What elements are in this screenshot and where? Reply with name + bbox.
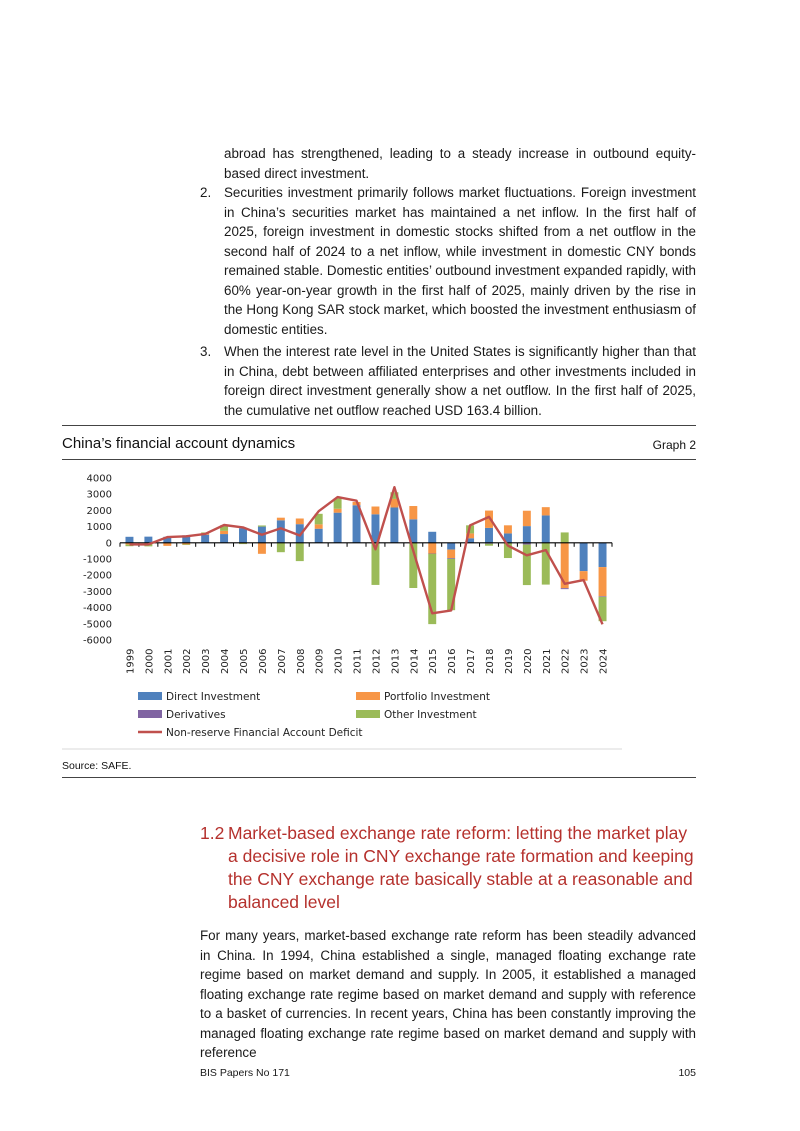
y-tick-label: 3000 — [86, 489, 112, 501]
x-tick-label: 2013 — [390, 648, 402, 674]
legend-label: Direct Investment — [166, 691, 261, 703]
bar-segment — [504, 525, 512, 533]
x-tick-label: 2016 — [447, 648, 459, 674]
x-tick-label: 1999 — [125, 648, 137, 674]
bar-segment — [523, 545, 531, 586]
bar-segment — [542, 507, 550, 515]
graph-top-rule — [62, 425, 696, 426]
bar-segment — [258, 525, 266, 526]
bar-segment — [371, 507, 379, 515]
bar-segment — [334, 509, 342, 513]
list-item-text: Securities investment primarily follows market fluctuations. Foreign investment in China’s securities market has maintained a net inflow. In the first half of 2025, foreign investment in domestic stocks shifted from a net outflow in the second half of 2024 to a net inflow, while investment in domestic CNY bonds remained stable. Domestic entities’ outbound investment expanded rapidly, with 60% year-on-year growth in the first half of 2025, mainly driven by the rise in the Hong Kong SAR stock market, which boosted the investment enthusiasm of domestic entities. — [224, 185, 696, 337]
numbered-list — [200, 183, 696, 423]
bar-segment — [428, 532, 436, 543]
financial-account-chart — [62, 466, 632, 751]
section-heading — [200, 822, 700, 914]
bar-segment — [334, 513, 342, 543]
bar-segment — [315, 524, 323, 528]
x-tick-label: 2014 — [409, 648, 421, 674]
x-tick-label: 2024 — [598, 648, 610, 674]
legend-label: Portfolio Investment — [384, 691, 491, 703]
body-paragraph: For many years, market-based exchange rate reform has been steadily advanced in China. In 1994, China established a single, managed floating exchange rate regime based on market demand and supply. In 2005, it established a managed floating exchange rate regime based on market demand and supply with reference to a basket of currencies. In recent years, China has been constantly improving the managed floating exchange rate regime based on market demand and supply with reference — [200, 928, 696, 1060]
deficit-line — [130, 487, 603, 624]
legend-swatch — [356, 692, 380, 700]
y-tick-label: -2000 — [82, 570, 112, 582]
graph-title-rule — [62, 459, 696, 460]
graph-title: China’s financial account dynamics — [62, 435, 296, 452]
footer-publication: BIS Papers No 171 — [200, 1067, 290, 1079]
y-tick-label: -3000 — [82, 586, 112, 598]
list-item — [200, 342, 696, 420]
x-tick-label: 2019 — [503, 648, 515, 674]
x-tick-label: 2010 — [333, 648, 345, 674]
list-item — [200, 183, 696, 339]
legend-label: Other Investment — [384, 709, 477, 721]
bar-segment — [485, 544, 493, 546]
legend-label: Derivatives — [166, 709, 226, 721]
bar-segment — [409, 506, 417, 519]
graph-number-label: Graph 2 — [652, 438, 696, 452]
bar-segment — [182, 544, 190, 545]
x-tick-label: 2007 — [276, 648, 288, 674]
y-tick-label: 1000 — [86, 522, 112, 534]
bar-segment — [277, 518, 285, 521]
legend-swatch — [356, 710, 380, 718]
x-tick-label: 2015 — [428, 648, 440, 674]
y-tick-label: 2000 — [86, 505, 112, 517]
x-tick-label: 2022 — [560, 648, 572, 674]
intro-continuation: abroad has strengthened, leading to a steady increase in outbound equity-based direct investment. — [224, 146, 696, 181]
x-tick-label: 2017 — [466, 648, 478, 674]
bar-segment — [580, 543, 588, 571]
y-tick-label: -1000 — [82, 554, 112, 566]
x-tick-label: 2000 — [144, 648, 156, 674]
section-title: Market-based exchange rate reform: letting the market play a decisive role in CNY exchange rate formation and keeping the CNY exchange rate basically stable at a reasonable and balanced level — [228, 823, 694, 912]
list-item-number: 2. — [200, 185, 212, 200]
x-tick-label: 2020 — [522, 648, 534, 674]
graph-bottom-rule — [62, 777, 696, 778]
bar-segment — [447, 543, 455, 550]
x-tick-label: 2018 — [485, 648, 496, 674]
x-tick-label: 2008 — [295, 648, 307, 674]
x-tick-label: 2009 — [314, 648, 326, 674]
bar-segment — [144, 537, 152, 543]
bar-segment — [239, 528, 247, 543]
y-tick-label: 0 — [105, 538, 112, 550]
x-tick-label: 2023 — [579, 648, 591, 674]
bar-segment — [277, 543, 285, 552]
bar-segment — [315, 529, 323, 543]
bar-segment — [485, 528, 493, 543]
y-tick-label: -6000 — [82, 635, 112, 647]
y-tick-label: -5000 — [82, 619, 112, 631]
bar-segment — [390, 507, 398, 542]
bar-segment — [277, 520, 285, 543]
bar-segment — [220, 534, 228, 543]
list-item-text: When the interest rate level in the United States is significantly higher than that in China, debt between affiliated enterprises and other investments included in foreign direct investment generally show a net outflow. In the first half of 2025, the cumulative net outflow reached USD 163.4 billion. — [224, 344, 696, 418]
x-tick-label: 2003 — [201, 648, 213, 674]
x-tick-label: 2004 — [220, 648, 232, 674]
bar-segment — [523, 526, 531, 543]
section-number: 1.2 — [200, 823, 225, 843]
bar-segment — [447, 550, 455, 558]
bar-segment — [258, 543, 266, 554]
bar-segment — [542, 515, 550, 542]
x-tick-label: 2006 — [257, 648, 269, 674]
y-tick-label: 4000 — [86, 473, 112, 485]
bar-segment — [599, 543, 607, 567]
bar-segment — [561, 588, 569, 589]
x-tick-label: 2011 — [352, 648, 364, 674]
y-tick-label: -4000 — [82, 603, 112, 615]
x-tick-label: 2005 — [239, 648, 250, 674]
bar-segment — [239, 543, 247, 544]
bar-segment — [296, 543, 304, 561]
page-number: 105 — [678, 1067, 696, 1079]
graph-source: Source: SAFE. — [62, 760, 132, 772]
bar-segment — [428, 543, 436, 554]
x-tick-label: 2001 — [163, 648, 175, 674]
bar-segment — [523, 511, 531, 526]
legend-swatch — [138, 710, 162, 718]
bar-segment — [561, 532, 569, 542]
bar-segment — [201, 535, 209, 543]
bar-segment — [220, 531, 228, 534]
bar-segment — [599, 567, 607, 596]
bar-segment — [125, 537, 133, 543]
x-tick-label: 2012 — [371, 648, 383, 674]
bar-segment — [447, 558, 455, 559]
list-item-number: 3. — [200, 344, 212, 359]
bar-segment — [599, 596, 607, 597]
legend-label: Non-reserve Financial Account Deficit — [166, 727, 363, 739]
bar-segment — [296, 519, 304, 525]
x-tick-label: 2002 — [182, 648, 194, 674]
legend-swatch — [138, 692, 162, 700]
x-tick-label: 2021 — [541, 648, 553, 674]
